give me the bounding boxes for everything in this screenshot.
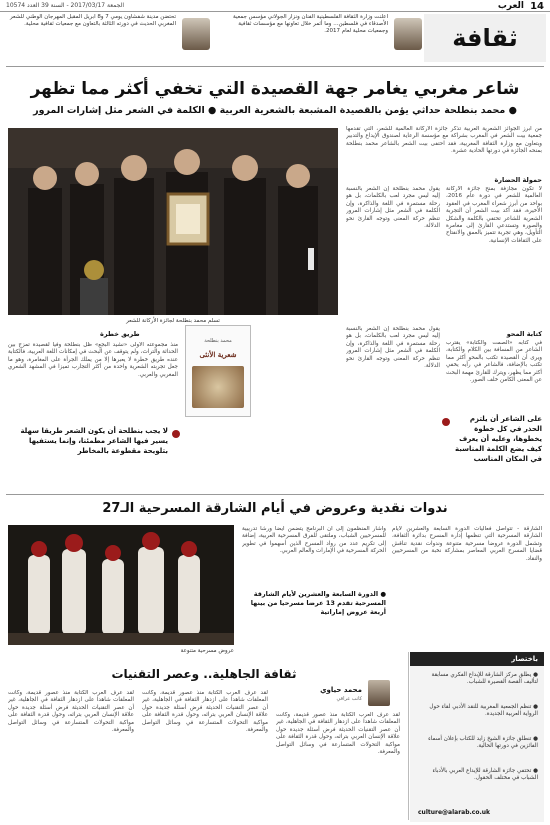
pull-quote-marker xyxy=(442,418,450,426)
pull-quote-left: لا يجب بنطلحة أن يكون الشعر طريقا سهلة يسير فيها الشاعر مطمئنا، وإنما يستفيها بتلويحة مقطوعة بالمخاطر xyxy=(20,427,168,455)
column-divider xyxy=(408,652,409,820)
article-1-headline: شاعر مغربي يغامر جهة القصيدة التي تخفي أكثر مما تظهر xyxy=(30,79,520,99)
article-2-lead: الشارقة - تتواصل فعاليات الدورة السابعة والعشرين لأيام الشارقة المسرحية التي تنظمها إدارة المسرح بدائرة الثقافة، وتشمل الدورة عروضا مسرحية متنوعة وندوات نقدية تناقش قضايا المسرح العربي المعاصر بمشاركة نخبة من المسرحيين والنقاد. xyxy=(392,526,542,562)
theatre-performance-photo xyxy=(8,525,234,645)
ceremony-illustration xyxy=(8,128,338,315)
teaser-2[interactable]: تحتضن مدينة شفشاون يومي 7 و8 أبريل المقبل المهرجان الوطني للشعر المغربي الحديث في دورته الثالثة بالتعاون مع جمعيات ثقافية محلية. xyxy=(10,14,176,27)
page-number: 14 xyxy=(530,1,544,12)
article-1-body-1: لا تكون مجازفة بمنح جائزة الأركانة العالمية للشعر في دورة عام 2016، بواحد من أبرز شعراء المغرب في العقود الأخيرة، فقد أكد بيت الشعر أن التجربة الشعرية للشاعر تحتفي بالكلمة والشكل والصورة وتستدعي القارئ إلى مغامرة التأويل، وهي تجربة تتميز بالعمق والانفتاح على الثقافات الإنسانية. xyxy=(446,186,542,244)
teaser-avatar-2 xyxy=(182,18,210,50)
sidebar-item[interactable]: ● تنظم الجمعية المغربية للنقد الأدبي لقاء حول الرواية العربية الجديدة. xyxy=(429,704,538,718)
article-1-subhead: ● محمد بنطلحة حداثي يؤمن بالقصيدة المشبعة بالشعرية العربية ● الكلمة في الشعر مثل إشارات المرور xyxy=(33,105,517,116)
book-cover-art xyxy=(192,366,244,408)
divider xyxy=(6,494,544,495)
article-1-body-2: في كتابه «الصمت والكتابة» يقترب الشاعر من المسافة بين الكلام والكتابة، ويرى أن القصيدة تكتب بالمحو أكثر مما تكتب بالإضافة، فالشاعر في رأيه يخفي أكثر مما يظهر، ويترك للقارئ مهمة البحث عن المعنى الكامن خلف الصور. xyxy=(446,340,542,384)
newspaper-brand: العرب xyxy=(497,1,524,11)
dateline: الجمعة 2017/03/17 - السنة 39 العدد 10574 xyxy=(6,2,124,9)
article-2-photo-caption: عروض مسرحية متنوعة xyxy=(180,648,234,654)
section-title: ثقافة xyxy=(452,24,518,52)
teaser-avatar-1 xyxy=(394,18,422,50)
sidebar-item[interactable]: ● تنطلق جائزة الشيخ زايد للكتاب بإعلان أسماء الفائزين في دورتها الحالية. xyxy=(428,736,538,750)
book-author: محمد بنطلحة xyxy=(204,338,232,344)
article-1-body-left: منذ مجموعته الأولى «نشيد البجع» ظل بنطلحة وفيا لقصيدة تمزج بين الحداثة والتراث، ولم يتوقف عن البحث في إمكانات اللغة العربية، فالكتابة عنده طريق خطرة لا يعبرها إلا من يملك الجرأة على المغامرة، وهو ما جعل تجربته الشعرية واحدة من أكثر التجارب تميزا في المشهد الشعري المغربي والعربي. xyxy=(8,342,178,378)
divider xyxy=(6,66,544,67)
article-1-body-mid-2: يقول محمد بنطلحة إن الشعر بالنسبة إليه ليس مجرد لعب بالكلمات، بل هو رحلة مستمرة في اللغة والذاكرة، وإن الكلمة في الشعر مثل إشارات المرور تنظم حركة المعنى وتوجه القارئ نحو الدلالة. xyxy=(346,326,440,370)
teaser-1[interactable]: أعلنت وزارة الثقافة الفلسطينية الفنان ونزار الجولاني مؤسس جمعية الأصدقاء في فلسطين... وما أثمر خلال تعاونها مع مؤسسات ثقافية وجمعيات محلية لعام 2017. xyxy=(233,14,388,34)
author-byline xyxy=(280,680,390,706)
article-1-intro: من أبرز الجوائز الشعرية العربية تذكر جائزة الأركانة العالمية للشعر، التي تقدمها جمعية بيت الشعر في المغرب بشراكة مع مؤسسة الرعاية لصندوق الإيداع والتدبير وبتعاون مع وزارة الثقافة المغربية، فقد احتفى بيت الشعر بالشاعر محمد بنطلحة بمنحه الجائزة في دورتها الحادية عشرة. xyxy=(346,126,542,155)
article-3-body-1: لقد عرف العرب الكتابة منذ عصور قديمة، وكانت المعلقات شاهدا على ازدهار الثقافة في الجاهلية، غير أن عصر التقنيات الحديثة فرض أسئلة جديدة حول علاقة الإنسان العربي بتراثه، وحول قدرة الثقافة على مواكبة التحولات المتسارعة في وسائل التواصل والمعرفة. xyxy=(276,712,400,756)
sidebar-item[interactable]: ● يطلق مركز الشارقة للإبداع الفكري مسابقة لتأليف القصة القصيرة للشباب. xyxy=(431,672,538,686)
article-1-body-mid: يقول محمد بنطلحة إن الشعر بالنسبة إليه ليس مجرد لعب بالكلمات، بل هو رحلة مستمرة في اللغة والذاكرة، وإن الكلمة في الشعر مثل إشارات المرور تنظم حركة المعنى وتوجه القارئ نحو الدلالة. xyxy=(346,186,440,230)
author-photo xyxy=(368,680,390,706)
article-2-body: وأشار المنظمون إلى أن البرنامج يتضمن أيضا ورشا تدريبية للمسرحيين الشباب، وملتقى للفرق المسرحية العربية، إضافة إلى تكريم عدد من رواد المسرح الذين أسهموا في تطوير الحركة المسرحية في الإمارات والعالم العربي. xyxy=(242,526,386,555)
book-cover xyxy=(185,325,251,417)
article-3-headline: ثقافة الجاهلية.. وعصر التقنيات xyxy=(111,667,297,681)
crosshead-dangerous-road: طريق خطرة xyxy=(100,330,140,338)
author-role: كاتب عراقي xyxy=(336,696,362,702)
sidebar-title: باختصار xyxy=(410,652,544,666)
author-name: محمد حياوي xyxy=(320,686,362,694)
article-1-photo-caption: تسلم محمد بنطلحة لجائزة الأركانة للشعر xyxy=(126,318,220,324)
article-3-body-2: لقد عرف العرب الكتابة منذ عصور قديمة، وكانت المعلقات شاهدا على ازدهار الثقافة في الجاهلية، غير أن عصر التقنيات الحديثة فرض أسئلة جديدة حول علاقة الإنسان العربي بتراثه، وحول قدرة الثقافة على مواكبة التحولات المتسارعة في وسائل التواصل والمعرفة. xyxy=(142,690,268,734)
teaser-bar xyxy=(6,14,422,58)
masthead xyxy=(0,0,550,12)
crosshead-heritage: حمولة الحضارة xyxy=(494,176,542,184)
pull-quote-right: على الشاعر أن يلتزم الحذر في كل خطوة يخطوها، وعليه أن يعرف كيف يضع الكلمة المناسبة في المكان المناسب xyxy=(455,415,542,463)
article-3-body-3: لقد عرف العرب الكتابة منذ عصور قديمة، وكانت المعلقات شاهدا على ازدهار الثقافة في الجاهلية، غير أن عصر التقنيات الحديثة فرض أسئلة جديدة حول علاقة الإنسان العربي بتراثه، وحول قدرة الثقافة على مواكبة التحولات المتسارعة في وسائل التواصل والمعرفة. xyxy=(8,690,134,734)
crosshead-erasure: كتابة المحو xyxy=(506,330,542,338)
book-title: شعرية الأنثى xyxy=(199,350,237,359)
article-2-highlight: ● الدورة السابعة والعشرين لأيام الشارقة المسرحية تقدم 13 عرضا مسرحيا من بينها أربعة عروض إماراتية xyxy=(250,590,386,616)
sidebar-item[interactable]: ● تحتفي جائزة الشارقة للإبداع العربي بالأدباء الشباب في مختلف الحقول. xyxy=(432,768,538,782)
award-ceremony-photo xyxy=(8,128,338,315)
article-2-headline: ندوات نقدية وعروض في أيام الشارقة المسرحية الـ27 xyxy=(102,501,448,516)
pull-quote-marker-left xyxy=(172,430,180,438)
contact-email-link[interactable]: culture@alarab.co.uk xyxy=(418,809,491,816)
theatre-illustration xyxy=(8,525,234,645)
news-brief-sidebar xyxy=(410,652,544,822)
